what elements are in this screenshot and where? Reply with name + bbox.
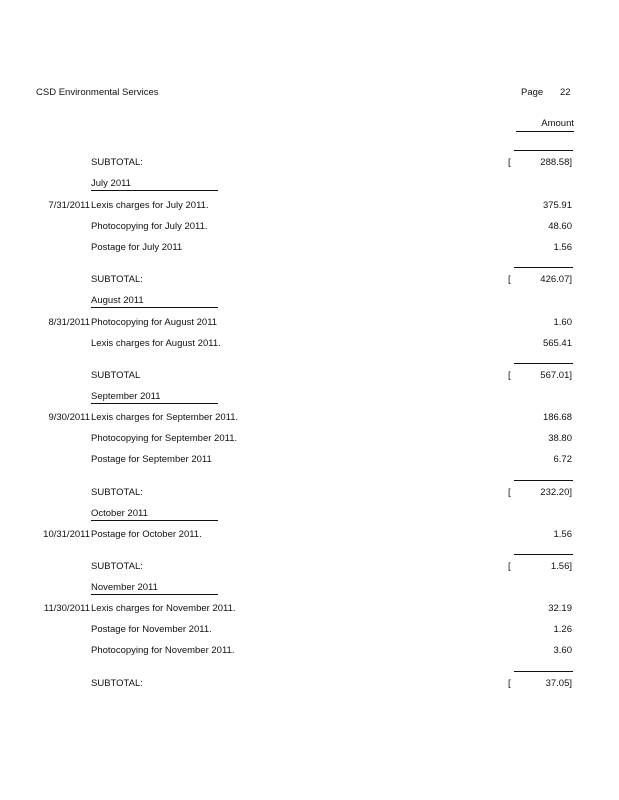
entry-amount: 565.41 <box>542 338 572 349</box>
subtotal-label: SUBTOTAL: <box>91 157 143 168</box>
subtotal-amount: 288.58] <box>540 157 572 168</box>
subtotal-label: SUBTOTAL <box>91 370 141 381</box>
subtotal-rule <box>514 480 573 481</box>
entry-amount: 48.60 <box>548 221 572 232</box>
entry-description: Postage for October 2011. <box>91 529 202 540</box>
entry-description: Postage for September 2011 <box>91 454 212 465</box>
page-number: 22 <box>560 87 571 98</box>
subtotal-label: SUBTOTAL: <box>91 487 143 498</box>
entry-description: Photocopying for August 2011 <box>91 317 218 328</box>
entry-date: 11/30/2011 <box>43 603 90 614</box>
month-heading: July 2011 <box>91 178 218 191</box>
amount-column-heading: Amount <box>516 118 574 132</box>
entry-description: Lexis charges for September 2011. <box>91 412 239 423</box>
subtotal-rule <box>514 150 573 151</box>
subtotal-bracket: [ <box>508 561 511 572</box>
entry-amount: 1.26 <box>553 624 572 635</box>
subtotal-label: SUBTOTAL: <box>91 274 143 285</box>
subtotal-amount: 1.56] <box>550 561 572 572</box>
entry-amount: 38.80 <box>548 433 572 444</box>
entry-date: 9/30/2011 <box>48 412 90 423</box>
subtotal-bracket: [ <box>508 274 511 285</box>
subtotal-rule <box>514 267 573 268</box>
entry-description: Photocopying for July 2011. <box>91 221 208 232</box>
entry-description: Photocopying for September 2011. <box>91 433 238 444</box>
subtotal-rule <box>514 363 573 364</box>
entry-description: Photocopying for November 2011. <box>91 645 235 656</box>
subtotal-label: SUBTOTAL: <box>91 561 143 572</box>
month-heading: October 2011 <box>91 508 218 521</box>
subtotal-rule <box>514 671 573 672</box>
subtotal-bracket: [ <box>508 157 511 168</box>
page-label: Page <box>521 87 544 98</box>
subtotal-amount: 232.20] <box>540 487 572 498</box>
subtotal-bracket: [ <box>508 678 511 689</box>
entry-amount: 1.56 <box>553 529 572 540</box>
entry-amount: 32.19 <box>548 603 572 614</box>
entry-date: 10/31/2011 <box>43 529 90 540</box>
subtotal-bracket: [ <box>508 370 511 381</box>
subtotal-amount: 37.05] <box>545 678 572 689</box>
subtotal-label: SUBTOTAL: <box>91 678 143 689</box>
month-heading: September 2011 <box>91 391 218 404</box>
entry-description: Lexis charges for July 2011. <box>91 200 209 211</box>
entry-description: Postage for November 2011. <box>91 624 212 635</box>
entry-description: Lexis charges for November 2011. <box>91 603 236 614</box>
subtotal-rule <box>514 554 573 555</box>
entry-amount: 375.91 <box>542 200 572 211</box>
entry-amount: 3.60 <box>553 645 572 656</box>
month-heading: November 2011 <box>91 582 218 595</box>
entry-date: 7/31/2011 <box>48 200 90 211</box>
firm-name: CSD Environmental Services <box>36 87 159 98</box>
entry-amount: 186.68 <box>542 412 572 423</box>
entry-description: Postage for July 2011 <box>91 242 183 253</box>
entry-description: Lexis charges for August 2011. <box>91 338 221 349</box>
subtotal-amount: 567.01] <box>540 370 572 381</box>
subtotal-amount: 426.07] <box>540 274 572 285</box>
entry-amount: 6.72 <box>553 454 572 465</box>
month-heading: August 2011 <box>91 295 218 308</box>
entry-amount: 1.60 <box>553 317 572 328</box>
subtotal-bracket: [ <box>508 487 511 498</box>
entry-amount: 1.56 <box>553 242 572 253</box>
entry-date: 8/31/2011 <box>48 317 90 328</box>
